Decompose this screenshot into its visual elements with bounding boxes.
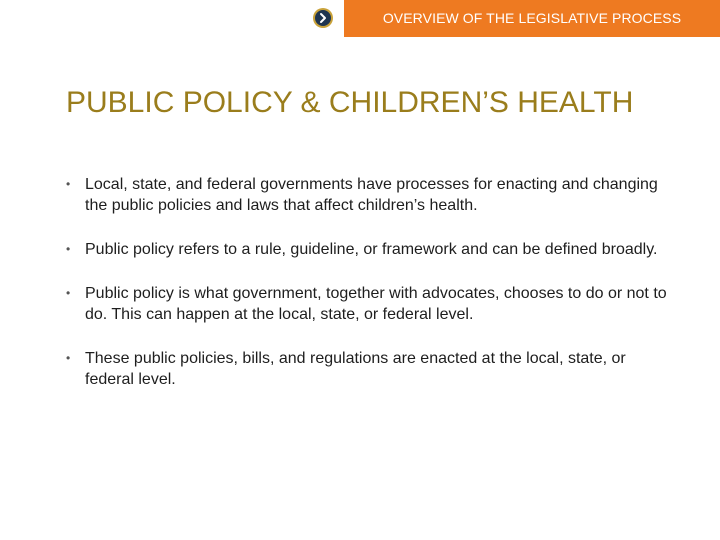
bullet-marker: • [66,242,71,256]
bullet-text: These public policies, bills, and regulations are enacted at the local, state, or federal level. [85,350,626,388]
bullet-text: Public policy refers to a rule, guideline, or framework and can be defined broadly. [85,241,658,258]
bullet-marker: • [66,286,71,300]
bullet-marker: • [66,351,71,365]
bullet-text: Public policy is what government, together with advocates, chooses to do or not to do. This can happen at the local, state, or federal level. [85,285,667,323]
bullet-text: Local, state, and federal governments have processes for enacting and changing the public policies and laws that affect children’s health. [85,176,658,214]
section-banner: OVERVIEW OF THE LEGISLATIVE PROCESS [344,0,720,37]
list-item [66,174,676,216]
chevron-right-circle-icon[interactable] [312,7,334,29]
list-item [66,283,676,325]
list-item [66,239,676,260]
bullet-marker: • [66,177,71,191]
bullet-list [66,174,676,413]
list-item [66,348,676,390]
slide-title: PUBLIC POLICY & CHILDREN’S HEALTH [66,86,634,119]
